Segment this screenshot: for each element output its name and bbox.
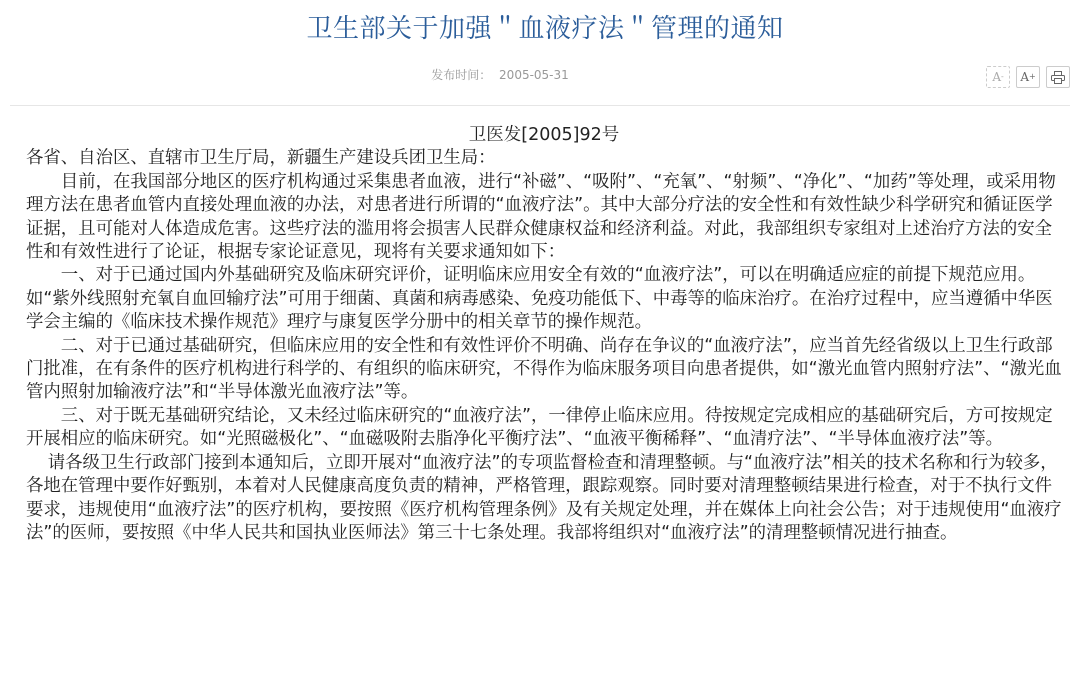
font-decrease-icon: A (992, 70, 1001, 84)
plus-sign: + (1028, 72, 1036, 81)
minus-sign: - (1000, 72, 1004, 81)
printer-icon (1051, 71, 1065, 84)
paragraph-item-3: 三、对于既无基础研究结论，又未经过临床研究的“血液疗法”，一律停止临床应用。待按规定完成相应的基础研究后，方可按规定开展相应的临床研究。如“光照磁极化”、“血磁吸附去脂净化平衡疗法”、“血液平衡稀释”、“血清疗法”、“半导体血液疗法”等。 (26, 405, 1053, 450)
publish-info (0, 66, 1000, 83)
paragraph-item-1: 一、对于已通过国内外基础研究及临床研究评价，证明临床应用安全有效的“血液疗法”，可以在明确适应症的前提下规范应用。如“紫外线照射充氧自血回输疗法”可用于细菌、真菌和病毒感染、免疫功能低下、中毒等的临床治疗。在治疗过程中，应当遵循中华医学会主编的《临床技术操作规范》理疗与康复医学分册中的相关章节的操作规范。 (26, 265, 1053, 333)
page-title: 卫生部关于加强＂血液疗法＂管理的通知 (306, 14, 784, 44)
print-button[interactable] (1046, 66, 1070, 88)
font-increase-button[interactable] (1016, 66, 1040, 88)
publish-date: 2005-05-31 (499, 68, 569, 82)
font-decrease-button[interactable] (986, 66, 1010, 88)
paragraph-closing: 请各级卫生行政部门接到本通知后，立即开展对“血液疗法”的专项监督检查和清理整顿。与“血液疗法”相关的技术名称和行为较多，各地在管理中要作好甄别，本着对人民健康高度负责的精神，严格管理，跟踪观察。同时要对清理整顿结果进行检查，对于不执行文件要求，违规使用“血液疗法”的医疗机构，要按照《医疗机构管理条例》及有关规定处理，并在媒体上向社会公告；对于违规使用“血液疗法”的医师，要按照《中华人民共和国执业医师法》第三十七条处理。我部将组织对“血液疗法”的清理整顿情况进行抽查。 (26, 452, 1062, 543)
font-increase-icon: A (1020, 70, 1029, 84)
document-number: 卫医发[2005]92号 (468, 125, 620, 145)
paragraph-intro: 目前，在我国部分地区的医疗机构通过采集患者血液，进行“补磁”、“吸附”、“充氧”、“射频”、“净化”、“加药”等处理，或采用物理方法在患者血管内直接处理血液的办法，对患者进行所谓的“血液疗法”。其中大部分疗法的安全性和有效性缺少科学研究和循证医学证据，且可能对人体造成危害。这些疗法的滥用将会损害人民群众健康权益和经济利益。对此，我部组织专家组对上述治疗方法的安全性和有效性进行了论证，根据专家论证意见，现将有关要求通知如下： (26, 171, 1056, 263)
paragraph-item-2: 二、对于已通过基础研究，但临床应用的安全性和有效性评价不明确、尚存在争议的“血液疗法”，应当首先经省级以上卫生行政部门批准，在有条件的医疗机构进行科学的、有组织的临床研究，不得作为临床服务项目向患者提供，如“激光血管内照射疗法”、“激光血管内照射加输液疗法”和“半导体激光血液疗法”等。 (26, 335, 1062, 403)
article-body (26, 124, 1062, 545)
salutation: 各省、自治区、直辖市卫生厅局，新疆生产建设兵团卫生局： (26, 148, 496, 169)
publish-label: 发布时间： (431, 68, 492, 82)
header-divider (10, 105, 1070, 106)
text-toolbar (986, 66, 1070, 88)
